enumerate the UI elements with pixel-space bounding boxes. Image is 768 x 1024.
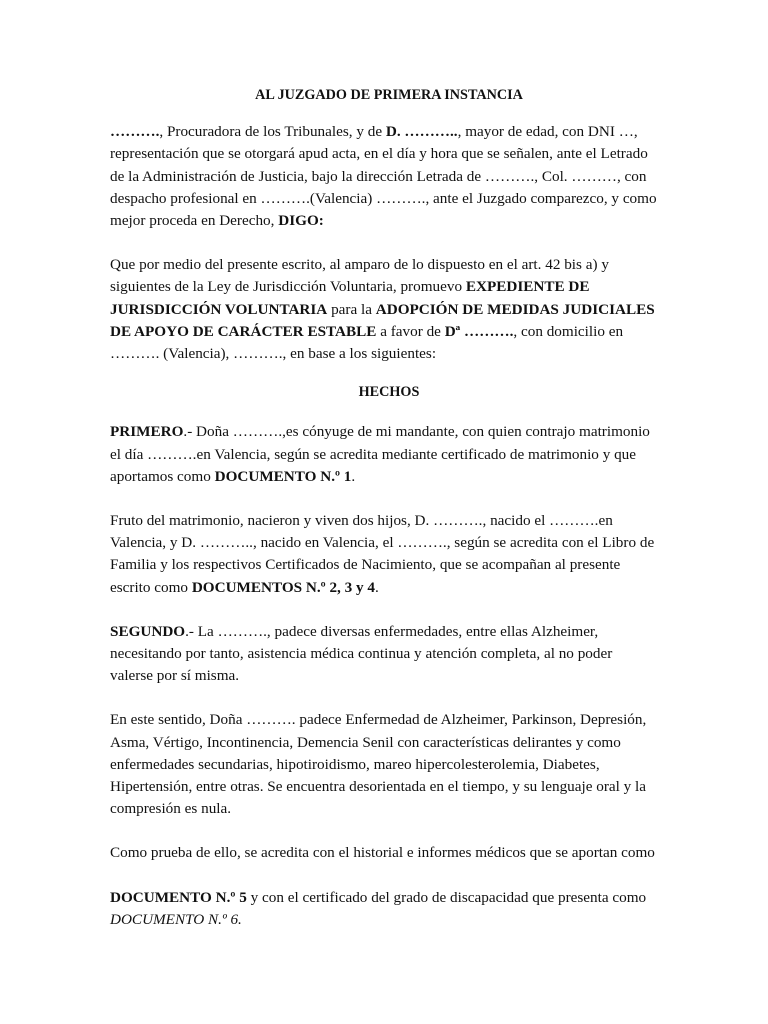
expediente-label: EXPEDIENTE DE JURISDICCIÓN VOLUNTARIA — [110, 278, 590, 318]
sentido-paragraph: En este sentido, Doña ………. padece Enfermedad de Alzheimer, Parkinson, Depresión, Asma, Vértigo, Incontinencia, Demencia Senil con características delirantes y como enfermedades secundarias, hipotiroidismo, mareo hipercolesterolemia, Diabetes, Hipertensión, entre otras. Se encuentra desorientada en el tiempo, y su lenguaje oral y la compresión es nula. — [110, 711, 647, 818]
procuradora-placeholder: ………. — [110, 123, 160, 141]
primero-paragraph: PRIMERO.- Doña ……….,es cónyuge de mi mandante, con quien contrajo matrimonio el día ……….en Valencia, según se acredita mediante certificado de matrimonio y que aportamos como DOCUMENTO N.º 1. — [110, 423, 650, 485]
intro-paragraph: ………., Procuradora de los Tribunales, y de D. ……….., mayor de edad, con DNI …, representación que se otorgará apud acta, en el día y hora que se señalen, ante el Letrado de la Administración de Justicia, bajo la dirección Letrada de ………., Col. ………, con despacho profesional en ……….(Valencia) ………., ante el Juzgado comparezco, y como mejor proceda en Derecho, DIGO: — [110, 123, 657, 230]
document-title: AL JUZGADO DE PRIMERA INSTANCIA — [255, 87, 523, 103]
documento-5-label: DOCUMENTO N.º 5 — [110, 888, 247, 906]
documentos-2-3-4-label: DOCUMENTOS N.º 2, 3 y 4 — [191, 578, 376, 596]
client-name: D. ……….. — [385, 123, 458, 141]
documento-1-label: DOCUMENTO N.º 1 — [214, 467, 352, 485]
documento-5-paragraph: DOCUMENTO N.º 5 y con el certificado del grado de discapacidad que presenta como DOCUMENTO N.º 6. — [110, 888, 647, 928]
segundo-paragraph: SEGUNDO.- La ………., padece diversas enfermedades, entre ellas Alzheimer, necesitando por tanto, asistencia médica continua y atención completa, al no poder valerse por sí misma. — [110, 622, 613, 685]
beneficiary-name: Dª ………. — [444, 322, 514, 340]
prueba-paragraph: Como prueba de ello, se acredita con el historial e informes médicos que se aportan como — [110, 844, 655, 862]
digo-label: DIGO: — [278, 212, 324, 230]
primero-label: PRIMERO — [110, 423, 184, 441]
fruto-paragraph: Fruto del matrimonio, nacieron y viven dos hijos, D. ………., nacido el ……….en Valencia, y D. ……….., nacido en Valencia, el ………., según se acredita con el Libro de Familia y los respectivos Certificados de Nacimiento, que se acompañan al presente escrito como DOCUMENTOS N.º 2, 3 y 4. — [110, 512, 655, 596]
segundo-label: SEGUNDO — [110, 622, 186, 640]
section-heading-hechos: HECHOS — [358, 384, 420, 401]
documento-6-label: DOCUMENTO N.º 6. — [110, 910, 242, 928]
petition-paragraph: Que por medio del presente escrito, al amparo de lo dispuesto en el art. 42 bis a) y siguientes de la Ley de Jurisdicción Voluntaria, promuevo EXPEDIENTE DE JURISDICCIÓN VOLUNTARIA para la ADOPCIÓN DE MEDIDAS JUDICIALES DE APOYO DE CARÁCTER ESTABLE a favor de Dª ………., con domicilio en ………. (Valencia), ………., en base a los siguientes: — [110, 256, 655, 363]
medidas-label: ADOPCIÓN DE MEDIDAS JUDICIALES DE APOYO DE CARÁCTER ESTABLE — [110, 300, 655, 340]
